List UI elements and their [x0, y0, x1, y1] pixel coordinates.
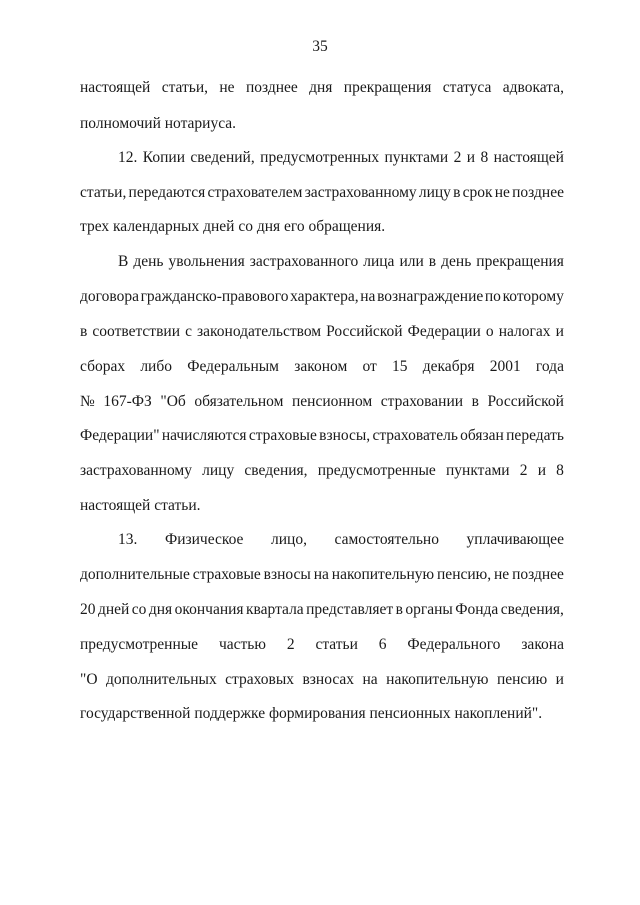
word: на — [313, 566, 329, 583]
word: страховании — [380, 393, 464, 410]
word: не — [494, 566, 510, 583]
word: на — [360, 288, 376, 305]
word: "Об — [160, 393, 186, 410]
text-line — [80, 357, 564, 377]
word: день — [133, 253, 164, 270]
word: сведения, — [244, 462, 308, 479]
word: квартала — [246, 601, 304, 618]
word: статьи — [315, 636, 358, 653]
text-line: полномочий нотариуса. — [80, 115, 237, 132]
word: 13. — [118, 531, 138, 548]
word: страхователем — [207, 184, 303, 201]
text-line — [118, 530, 564, 550]
word: Федерации" — [80, 427, 160, 444]
word: уплачивающее — [466, 531, 564, 548]
word: страховые — [248, 427, 317, 444]
word: предусмотренных — [260, 149, 380, 166]
word: передаются — [128, 184, 206, 201]
word: органы — [405, 601, 453, 618]
text-line — [80, 426, 564, 446]
word: декабря — [422, 358, 475, 375]
text-line — [80, 635, 564, 655]
word: "О — [80, 671, 98, 688]
word: пенсионном — [291, 393, 373, 410]
word: о — [485, 323, 494, 340]
word: не — [219, 79, 235, 96]
word: 2 — [519, 462, 528, 479]
word: сборах — [80, 358, 126, 375]
text-line — [80, 78, 564, 98]
word: 12. — [118, 149, 138, 166]
word: самостоятельно — [334, 531, 439, 548]
word: от — [362, 358, 377, 375]
word: гражданско-правового — [140, 288, 289, 305]
word: вознаграждение — [377, 288, 484, 305]
word: лицу — [202, 462, 235, 479]
word: Федеральным — [187, 358, 279, 375]
word: на — [362, 671, 378, 688]
word: 20 — [80, 601, 96, 618]
word: в — [471, 393, 479, 410]
word: взносы, — [319, 427, 371, 444]
text-line — [80, 322, 564, 342]
word: страховых — [225, 671, 295, 688]
word: 8 — [556, 462, 564, 479]
word: срок — [462, 184, 493, 201]
text-line — [80, 287, 564, 307]
word: статьи, — [161, 79, 209, 96]
text-line — [80, 461, 564, 481]
word: закона — [521, 636, 564, 653]
word: 6 — [378, 636, 387, 653]
word: дополнительные — [80, 566, 190, 583]
word: либо — [140, 358, 172, 375]
word: день — [441, 253, 472, 270]
word: и — [537, 462, 546, 479]
word: 15 — [392, 358, 408, 375]
word: дня — [309, 79, 333, 96]
word: 2001 — [489, 358, 521, 375]
word: Фонда — [455, 601, 499, 618]
word: предусмотренные — [80, 636, 199, 653]
word: застрахованного — [249, 253, 359, 270]
word: В — [118, 253, 129, 270]
word: года — [535, 358, 564, 375]
word: статьи, — [80, 184, 127, 201]
word: 2 — [453, 149, 462, 166]
word: законом — [294, 358, 348, 375]
word: в — [428, 253, 437, 270]
word: настоящей — [80, 79, 151, 96]
word: лицо, — [271, 531, 307, 548]
text-line — [118, 148, 564, 168]
word: в — [80, 323, 88, 340]
word: дня — [148, 601, 173, 618]
word: сведения, — [500, 601, 564, 618]
word: застрахованному — [80, 462, 192, 479]
word: окончания — [174, 601, 244, 618]
word: предусмотренные — [317, 462, 436, 479]
word: по — [484, 288, 501, 305]
word: налогах — [498, 323, 551, 340]
word: Российской — [487, 393, 564, 410]
text-line — [80, 183, 564, 203]
word: позднее — [245, 79, 298, 96]
word: пенсию — [496, 671, 548, 688]
word: 8 — [480, 149, 489, 166]
word: Российской — [326, 323, 403, 340]
word: начисляются — [161, 427, 247, 444]
word: законодательством — [197, 323, 322, 340]
word: 2 — [286, 636, 295, 653]
text-line: государственной поддержке формирования пенсионных накоплений". — [80, 705, 543, 722]
word: накопительную — [386, 671, 489, 688]
word: или — [399, 253, 424, 270]
word: позднее — [512, 184, 564, 201]
word: дополнительных — [105, 671, 217, 688]
word: со — [131, 601, 147, 618]
word: лицу — [418, 184, 451, 201]
word: в — [395, 601, 403, 618]
word: № — [80, 393, 95, 410]
text-line: трех календарных дней со дня его обращения. — [80, 218, 386, 235]
word: передать — [506, 427, 564, 444]
word: настоящей — [493, 149, 564, 166]
word: обязан — [460, 427, 504, 444]
word: Федерального — [407, 636, 501, 653]
word: прекращения — [343, 79, 432, 96]
text-line — [80, 670, 564, 690]
word: страховые — [192, 566, 261, 583]
page-number: 35 — [312, 38, 328, 55]
text-line — [118, 252, 564, 272]
word: не — [494, 184, 510, 201]
word: увольнения — [168, 253, 245, 270]
word: Копии — [142, 149, 185, 166]
word: соответствии — [92, 323, 180, 340]
word: частью — [218, 636, 266, 653]
word: позднее — [512, 566, 564, 583]
word: взносах — [302, 671, 355, 688]
word: пунктами — [445, 462, 510, 479]
word: застрахованному — [304, 184, 417, 201]
word: с — [185, 323, 192, 340]
word: прекращения — [476, 253, 564, 270]
word: дней — [97, 601, 130, 618]
word: и — [555, 323, 564, 340]
word: сведений, — [190, 149, 255, 166]
word: статуса — [442, 79, 492, 96]
word: 167-ФЗ — [103, 393, 152, 410]
text-line — [80, 600, 564, 620]
text-line: настоящей статьи. — [80, 497, 201, 514]
word: пенсию, — [437, 566, 492, 583]
word: пунктами — [384, 149, 449, 166]
word: и — [466, 149, 476, 166]
word: договора — [80, 288, 139, 305]
word: адвоката, — [502, 79, 564, 96]
word: и — [555, 671, 564, 688]
text-line — [80, 565, 564, 585]
word: характера, — [290, 288, 359, 305]
word: обязательном — [194, 393, 284, 410]
word: взносы — [263, 566, 311, 583]
word: Федерации — [407, 323, 481, 340]
word: страхователь — [372, 427, 458, 444]
word: которому — [502, 288, 564, 305]
word: лица — [363, 253, 395, 270]
word: представляет — [306, 601, 394, 618]
word: Физическое — [164, 531, 244, 548]
word: накопительную — [331, 566, 435, 583]
word: в — [453, 184, 461, 201]
text-line — [80, 392, 564, 412]
